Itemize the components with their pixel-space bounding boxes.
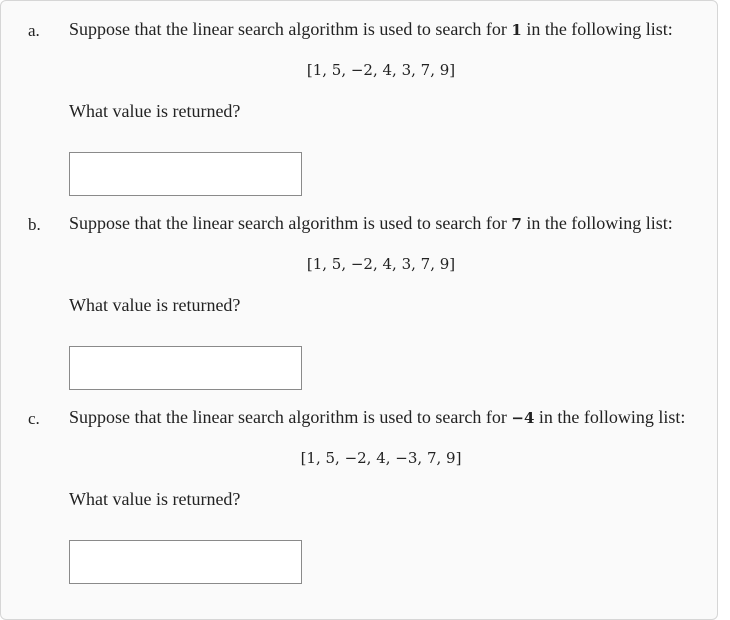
search-list: [1, 5, −2, 4, 3, 7, 9] [306,255,456,273]
search-value: 7 [511,215,522,233]
question-prefix: Suppose that the linear search algorithm is used to search for [69,213,512,233]
answer-prompt: What value is returned? [69,295,241,315]
answer-prompt: What value is returned? [69,101,241,121]
question-suffix: in the following list: [521,19,673,39]
question-text [69,407,685,428]
search-value: −4 [511,409,535,427]
part-label: b. [28,215,41,234]
part-label: a. [28,21,40,40]
part-label: c. [28,409,40,428]
search-value: 1 [511,21,522,39]
question-prefix: Suppose that the linear search algorithm is used to search for [69,19,512,39]
search-list: [1, 5, −2, 4, −3, 7, 9] [300,449,462,467]
part-c [1,389,719,583]
question-suffix: in the following list: [534,407,686,427]
answer-prompt: What value is returned? [69,489,241,509]
question-text [69,19,673,40]
question-suffix: in the following list: [521,213,673,233]
search-list: [1, 5, −2, 4, 3, 7, 9] [306,61,456,79]
part-a [1,1,719,195]
answer-input[interactable] [69,152,302,196]
answer-input[interactable] [69,540,302,584]
part-b [1,195,719,389]
question-text [69,213,673,234]
answer-input[interactable] [69,346,302,390]
question-prefix: Suppose that the linear search algorithm is used to search for [69,407,512,427]
